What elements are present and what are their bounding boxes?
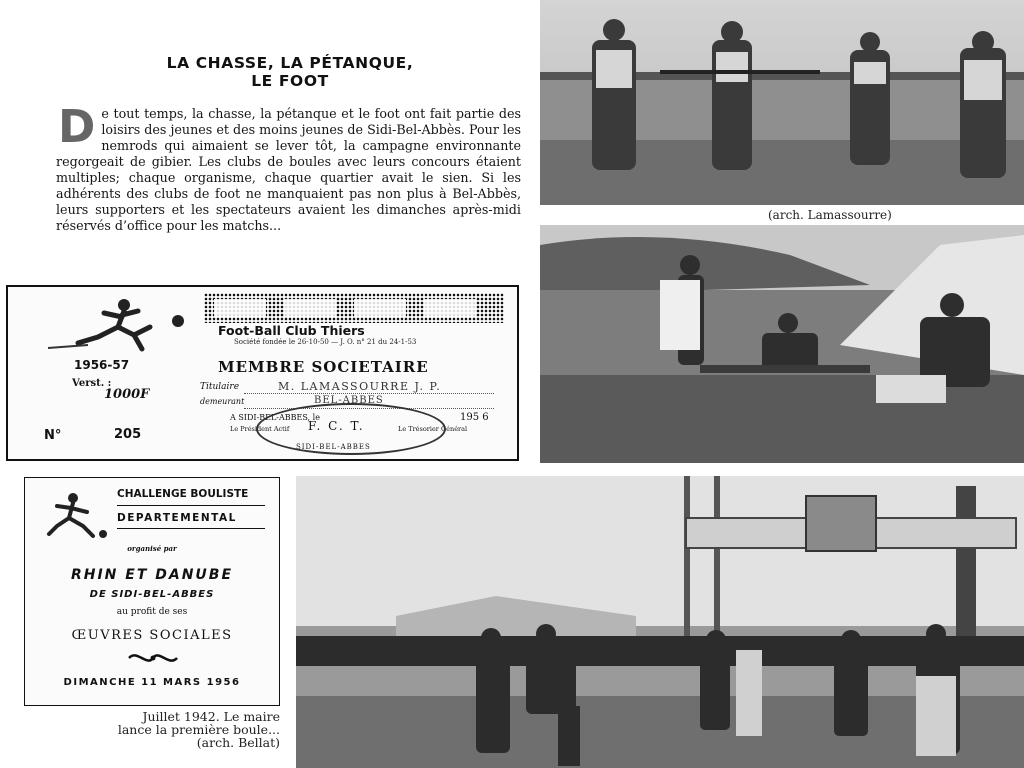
card-club-name: Foot-Ball Club Thiers [218, 323, 365, 338]
petanque-caption-line2: lance la première boule... [117, 722, 280, 737]
article-title-line1: LA CHASSE, LA PÉTANQUE, [166, 54, 414, 72]
card-society-line: Société fondée le 26-10-50 — J. O. n° 21 du 24-1-53 [234, 338, 417, 346]
article-title-line2: LE FOOT [251, 72, 329, 90]
card-season: 1956-57 [74, 358, 130, 372]
card-name-line [244, 393, 494, 394]
flyer-line1: CHALLENGE BOULISTE [117, 488, 249, 500]
article-title [60, 54, 520, 90]
flyer-line5: DE SIDI-BEL-ABBES [89, 589, 215, 600]
card-president-label: Le Président Actif [230, 425, 290, 433]
card-title: MEMBRE SOCIETAIRE [218, 358, 429, 376]
card-year: 195 6 [460, 412, 489, 423]
article-body-text: e tout temps, la chasse, la pétanque et le foot ont fait partie des loisirs des jeunes et des moins jeunes de Sidi-Bel-Abbès. Pour les nemrods qui aimaient se lever tôt, la campagne environnante regorgeait de gibier. Les clubs de boules avec leurs concours étaient multiples; chaque organisme, chaque quartier avait le sien. Si les adhérents des clubs de foot ne manquaient pas non plus à Bel-Abbès, leurs supporters et les spectateurs avaient les dimanches après-midi réservés d’office pour les matchs... [56, 106, 521, 233]
flyer-line7: ŒUVRES SOCIALES [71, 628, 233, 643]
card-dateline: A SIDI-BEL-ABBES, le [230, 413, 320, 422]
drop-cap: D [58, 100, 96, 153]
petanque-caption-line1: Juillet 1942. Le maire [142, 709, 280, 724]
footballer-illustration [38, 293, 188, 353]
card-holder-town: BEL-ABBES [314, 395, 384, 406]
petanque-photo [296, 476, 1024, 768]
card-number-label: N° [44, 428, 62, 443]
flyer-rule-bottom [117, 528, 265, 529]
card-stamp-text: F. C. T. [308, 419, 365, 433]
ornament-icon [125, 651, 181, 665]
card-number: 205 [114, 427, 142, 442]
foot-lettering-banner [204, 293, 504, 323]
hunters-caption: (arch. Lamassourre) [768, 208, 892, 222]
card-seal-text: SIDI-BEL-ABBES [296, 443, 371, 451]
card-demeurant-label: demeurant [200, 397, 245, 406]
flyer-line2: DEPARTEMENTAL [117, 512, 237, 524]
card-amount: 1000F [104, 387, 150, 402]
card-tresorier-label: Le Trésorier Général [398, 425, 468, 433]
membership-card [6, 285, 519, 461]
card-holder-name: M. LAMASSOURRE J. P. [278, 380, 442, 393]
bowler-illustration [43, 490, 113, 540]
flyer-rule-top [117, 505, 265, 506]
camp-photo [540, 225, 1024, 463]
petanque-caption-line3: (arch. Bellat) [196, 735, 280, 750]
flyer-line4: RHIN ET DANUBE [70, 567, 234, 583]
flyer-line8: DIMANCHE 11 MARS 1956 [63, 677, 241, 688]
bowling-flyer [24, 477, 280, 706]
card-titulaire-label: Titulaire [200, 382, 240, 392]
article-body [56, 100, 521, 234]
flyer-line6: au profit de ses [116, 607, 188, 617]
petanque-caption [40, 710, 280, 749]
flyer-line3: organisé par [127, 544, 177, 553]
hunters-photo [540, 0, 1024, 205]
card-verst-label: Verst. : [72, 378, 112, 389]
